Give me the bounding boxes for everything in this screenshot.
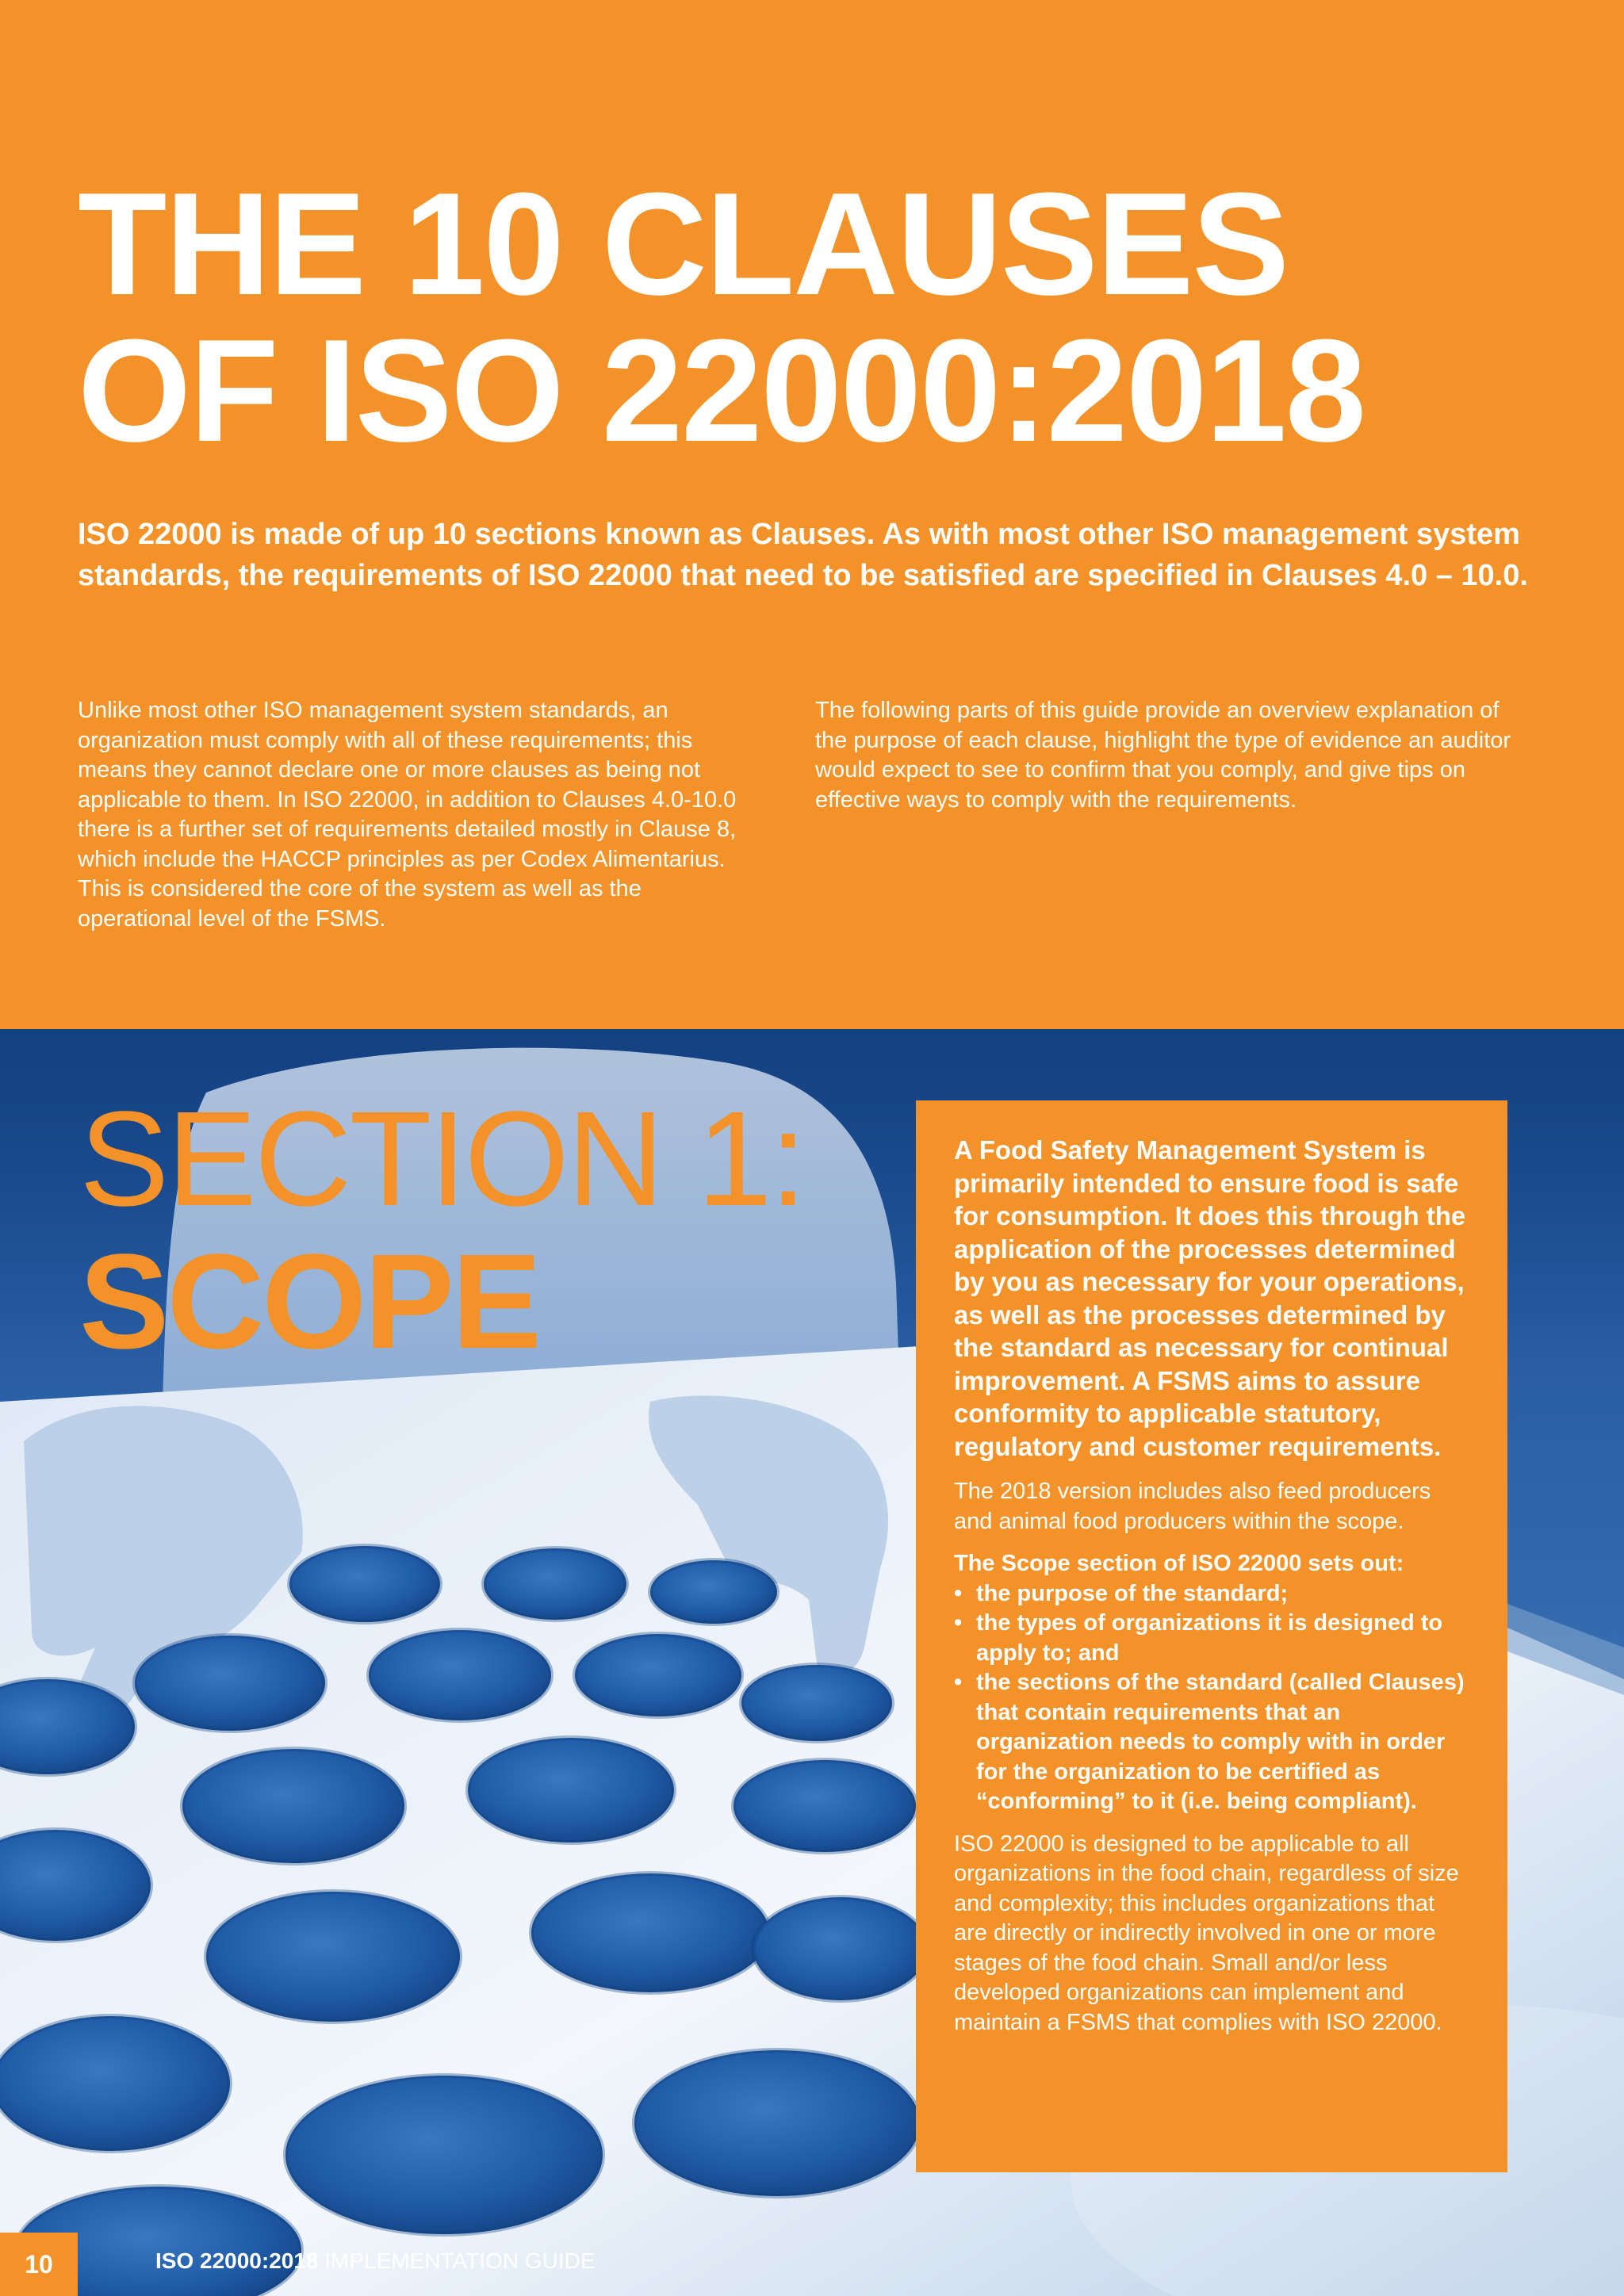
- page-title-line-2: OF ISO 22000:2018: [78, 308, 1365, 472]
- list-item: [954, 1609, 1468, 1668]
- scope-lead-paragraph: A Food Safety Management System is primarily intended to ensure food is safe for consumption. It does this through the application of the processes determined by you as necessary for your operations, as well as the processes determined by the standard as necessary for continual improvement. A FSMS aims to assure conformity to applicable statutory, regulatory and customer requirements.: [954, 1135, 1466, 1461]
- page-title-line-1: THE 10 CLAUSES: [78, 162, 1289, 325]
- bullet-icon: •: [954, 1670, 963, 1695]
- list-item-text: the purpose of the standard;: [976, 1580, 1289, 1606]
- scope-bullet-list: [954, 1579, 1468, 1817]
- left-column-text: Unlike most other ISO management system standards, an organization must comply with all of these requirements; this means they cannot declare one or more clauses as being not applicable to them. In ISO 22000, in addition to Clauses 4.0-10.0 there is a further set of requirements detailed mostly in Clause 8, which include the HACCP principles as per Codex Alimentarius. This is considered the core of the system as well as the operational level of the FSMS.: [78, 698, 737, 932]
- section-title: [79, 1084, 805, 1377]
- right-column-text: The following parts of this guide provide an overview explanation of the purpose of each clause, highlight the type of evidence an auditor would expect to see to confirm that you comply, and give tips on effective ways to comply with the requirements.: [815, 698, 1511, 813]
- list-item: [954, 1668, 1468, 1817]
- scope-list-heading: The Scope section of ISO 22000 sets out:: [954, 1551, 1404, 1576]
- page-title: [78, 162, 1584, 472]
- section-title-line-1: SECTION 1:: [79, 1084, 805, 1234]
- footer-guide-title: [155, 2247, 596, 2275]
- bullet-icon: •: [954, 1580, 963, 1606]
- intro-panel: [0, 0, 1624, 1029]
- intro-paragraph: ISO 22000 is made of up 10 sections known as Clauses. As with most other ISO management system standards, the requirements of ISO 22000 that need to be satisfied are specified in Clauses 4.0 – 10.0.: [78, 518, 1528, 592]
- bullet-icon: •: [954, 1610, 963, 1636]
- list-item-text: the types of organizations it is designed to apply to; and: [976, 1610, 1443, 1666]
- scope-version-note: The 2018 version includes also feed producers and animal food producers within the scope.: [954, 1479, 1431, 1534]
- section-title-line-2: SCOPE: [79, 1226, 540, 1377]
- list-item-text: the sections of the standard (called Clauses) that contain requirements that an organization needs to comply with in order for the organization to be certified as “conforming” to it (i.e. being compliant).: [976, 1670, 1465, 1814]
- list-item: [954, 1579, 1468, 1609]
- scope-closing-paragraph: ISO 22000 is designed to be applicable to all organizations in the food chain, regardless of size and complexity; this includes organizations that are directly or indirectly involved in one or more stages of the food chain. Small and/or less developed organizations can implement and maintain a FSMS that complies with ISO 22000.: [954, 1831, 1459, 2035]
- footer-guide-bold: ISO 22000:2018: [155, 2248, 319, 2273]
- scope-info-box: [916, 1100, 1507, 2172]
- page-number: 10: [0, 2233, 78, 2296]
- footer-guide-regular: IMPLEMENTATION GUIDE: [318, 2248, 596, 2273]
